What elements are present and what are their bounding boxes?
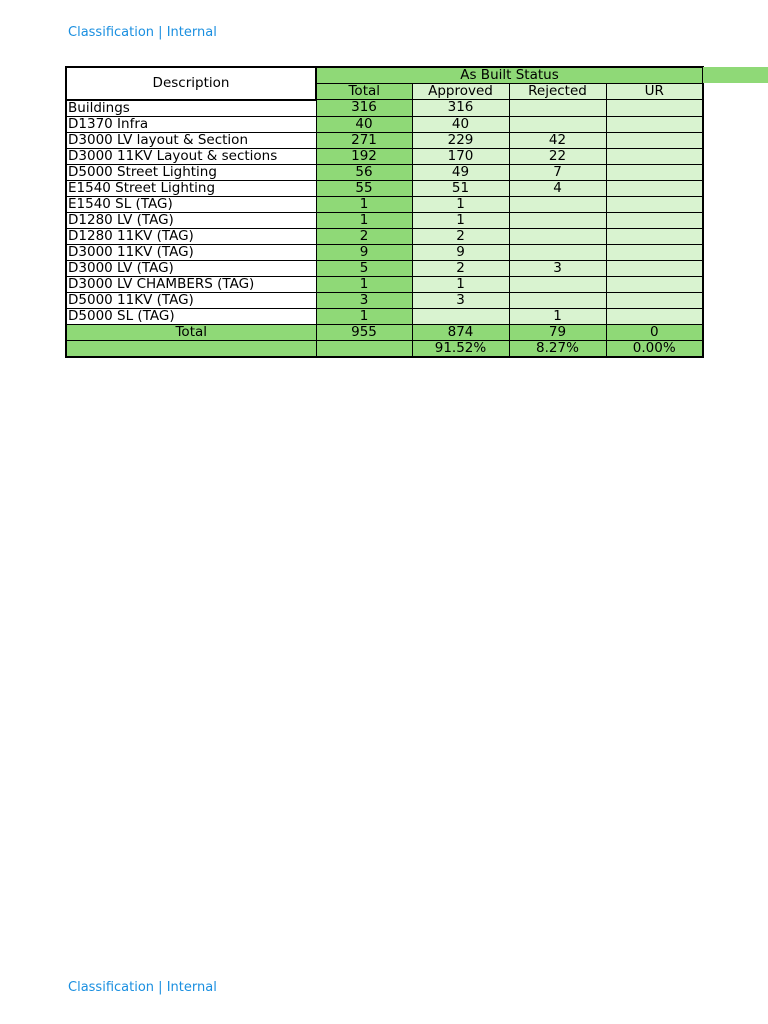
row-rejected [509,196,606,212]
row-approved [412,308,509,324]
classification-label: Classification [68,25,155,40]
row-rejected: 7 [509,164,606,180]
table-row [66,100,703,117]
row-total: 40 [316,116,412,132]
table-row [66,148,703,164]
table-row [66,180,703,196]
percent-label [66,340,316,357]
percent-approved: 91.52% [412,340,509,357]
row-ur [606,212,703,228]
table-row [66,276,703,292]
column-header-ur: UR [606,84,703,100]
row-ur [606,100,703,117]
row-description: D3000 LV (TAG) [66,260,316,276]
row-total: 192 [316,148,412,164]
row-description: D1280 11KV (TAG) [66,228,316,244]
row-ur [606,116,703,132]
table-row [66,228,703,244]
row-rejected [509,276,606,292]
row-total: 5 [316,260,412,276]
classification-header [68,25,217,40]
row-ur [606,164,703,180]
row-total: 2 [316,228,412,244]
row-total: 271 [316,132,412,148]
total-total: 955 [316,324,412,340]
row-rejected: 4 [509,180,606,196]
row-approved: 229 [412,132,509,148]
row-rejected [509,292,606,308]
row-approved: 1 [412,276,509,292]
row-approved: 1 [412,212,509,228]
row-ur [606,308,703,324]
column-header-approved: Approved [412,84,509,100]
description-header: Description [66,67,316,100]
row-ur [606,260,703,276]
row-description: D5000 11KV (TAG) [66,292,316,308]
row-description: D1370 Infra [66,116,316,132]
total-row [66,324,703,340]
row-approved: 51 [412,180,509,196]
row-description: D1280 LV (TAG) [66,212,316,228]
row-rejected: 22 [509,148,606,164]
as-built-status-sheet [65,66,704,358]
row-rejected: 1 [509,308,606,324]
row-ur [606,132,703,148]
row-total: 56 [316,164,412,180]
row-approved: 2 [412,260,509,276]
table-row [66,244,703,260]
row-total: 1 [316,276,412,292]
row-ur [606,292,703,308]
classification-footer [68,980,217,995]
group-header-row [66,67,703,84]
classification-value: Internal [166,980,217,995]
table-row [66,132,703,148]
row-ur [606,196,703,212]
row-description: D3000 LV CHAMBERS (TAG) [66,276,316,292]
percent-total [316,340,412,357]
row-approved: 2 [412,228,509,244]
row-description: Buildings [66,100,316,117]
row-rejected [509,212,606,228]
row-rejected [509,116,606,132]
row-total: 9 [316,244,412,260]
total-approved: 874 [412,324,509,340]
row-total: 1 [316,196,412,212]
row-approved: 316 [412,100,509,117]
row-approved: 170 [412,148,509,164]
row-ur [606,276,703,292]
row-approved: 49 [412,164,509,180]
table-row [66,260,703,276]
row-description: E1540 Street Lighting [66,180,316,196]
row-rejected: 3 [509,260,606,276]
header-fill-extension [703,67,768,83]
classification-separator: | [158,980,163,995]
row-rejected: 42 [509,132,606,148]
row-description: D5000 Street Lighting [66,164,316,180]
row-description: D3000 11KV Layout & sections [66,148,316,164]
percent-rejected: 8.27% [509,340,606,357]
total-ur: 0 [606,324,703,340]
table-row [66,292,703,308]
row-rejected [509,228,606,244]
row-approved: 1 [412,196,509,212]
classification-label: Classification [68,980,155,995]
column-header-rejected: Rejected [509,84,606,100]
column-header-total: Total [316,84,412,100]
table-row [66,116,703,132]
table-row [66,196,703,212]
row-approved: 40 [412,116,509,132]
row-total: 3 [316,292,412,308]
row-total: 316 [316,100,412,117]
row-approved: 3 [412,292,509,308]
row-rejected [509,244,606,260]
row-description: D5000 SL (TAG) [66,308,316,324]
row-ur [606,228,703,244]
as-built-status-table [65,66,704,358]
row-approved: 9 [412,244,509,260]
row-total: 55 [316,180,412,196]
total-label: Total [66,324,316,340]
percent-ur: 0.00% [606,340,703,357]
classification-value: Internal [166,25,217,40]
row-description: E1540 SL (TAG) [66,196,316,212]
classification-separator: | [158,25,163,40]
row-ur [606,180,703,196]
table-row [66,164,703,180]
row-ur [606,148,703,164]
as-built-status-header: As Built Status [316,67,703,84]
row-description: D3000 LV layout & Section [66,132,316,148]
row-total: 1 [316,308,412,324]
table-row [66,308,703,324]
row-ur [606,244,703,260]
percent-row [66,340,703,357]
row-description: D3000 11KV (TAG) [66,244,316,260]
row-total: 1 [316,212,412,228]
row-rejected [509,100,606,117]
table-row [66,212,703,228]
total-rejected: 79 [509,324,606,340]
